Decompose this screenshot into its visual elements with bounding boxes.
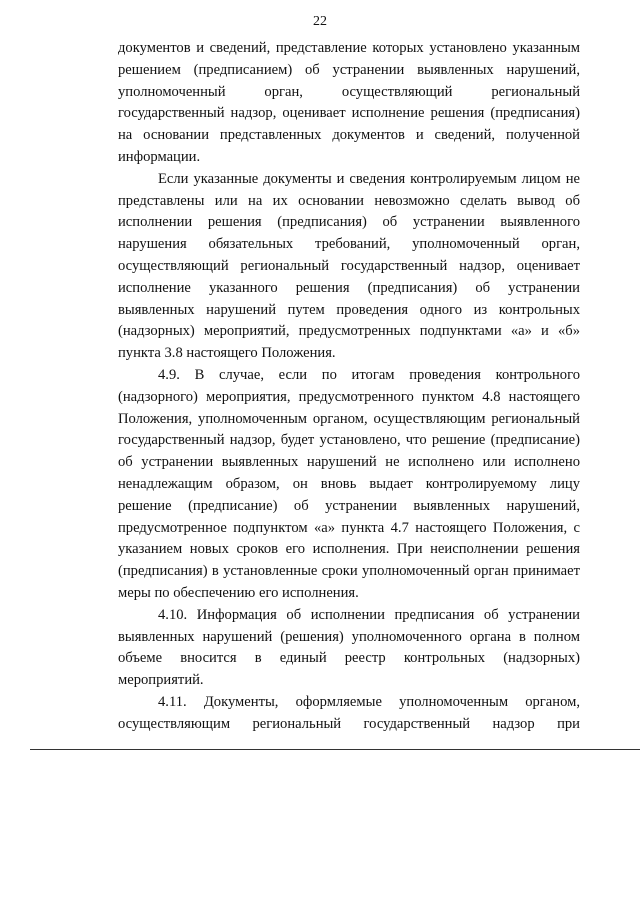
footer-divider [30, 749, 640, 751]
paragraph-if-not-submitted: Если указанные документы и сведения контролируемым лицом не представлены или на их основании невозможно сделать вывод об исполнении решения (предписания) об устранении выявленного нарушения обязательных требований, уполномоченный орган, осуществляющий региональный государственный надзор, оценивает исполнение указанного решения (предписания) об устранении выявленных нарушений путем проведения одного из контрольных (надзорных) мероприятий, предусмотренных подпунктами «а» и «б» пункта 3.8 настоящего Положения. [118, 170, 580, 362]
paragraph-continuation: документов и сведений, представление которых установлено указанным решением (предписанием) об устранении выявленных нарушений, уполномоченный орган, осуществляющий региональный государственный надзор, оценивает исполнение решения (предписания) на основании представленных документов и сведений, полученной информации. [118, 40, 580, 165]
paragraph-4-9: 4.9. В случае, если по итогам проведения контрольного (надзорного) мероприятия, предусмотренного пунктом 4.8 настоящего Положения, уполномоченным органом, осуществляющим региональный государственный надзор, будет установлено, что решение (предписание) об устранении выявленных нарушений не исполнено или исполнено ненадлежащим образом, он вновь выдает контролируемому лицу решение (предписание) об устранении выявленных нарушений, предусмотренное подпунктом «а» пункта 4.7 настоящего Положения, с указанием новых сроков его исполнения. При неисполнении решения (предписания) в установленные сроки уполномоченный орган принимает меры по обеспечению его исполнения. [118, 366, 580, 601]
paragraph-4-11: 4.11. Документы, оформляемые уполномоченным органом, осуществляющим региональный государственный надзор при [118, 693, 580, 732]
paragraph-4-10: 4.10. Информация об исполнении предписания об устранении выявленных нарушений (решения) уполномоченного органа в полном объеме вносится в единый реестр контрольных (надзорных) мероприятий. [118, 606, 580, 689]
page-number: 22 [313, 14, 327, 29]
document-body [118, 38, 580, 736]
